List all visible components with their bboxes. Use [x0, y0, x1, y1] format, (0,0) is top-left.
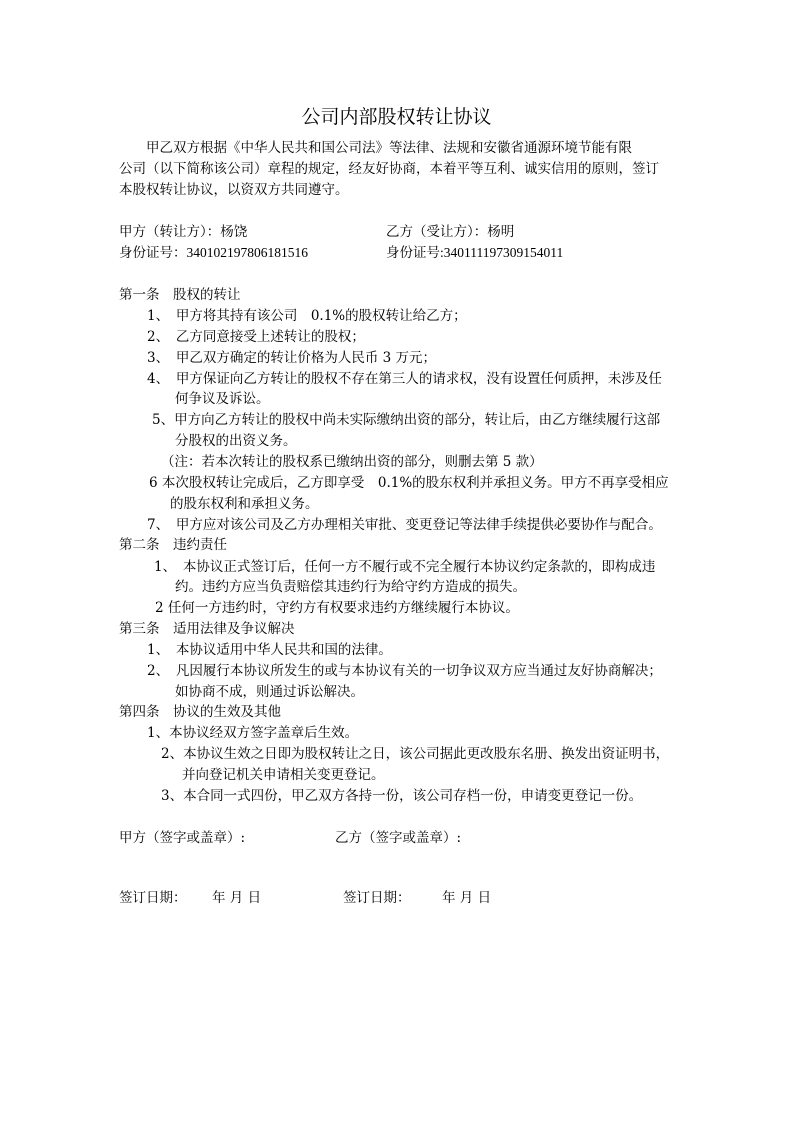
article-1-item: 3、 甲乙双方确定的转让价格为人民币 3 万元；: [147, 350, 437, 366]
article-1-item: 2、 乙方同意接受上述转让的股权；: [147, 329, 365, 345]
article-4-item: 1、本协议经双方签字盖章后生效。: [147, 725, 359, 741]
article-1-item: 1、 甲方将其持有该公司 0.1%的股权转让给乙方；: [147, 308, 467, 324]
party-a-id: 身份证号：340102197806181516: [119, 245, 308, 260]
article-4-heading: 第四条 协议的生效及其他: [119, 704, 281, 720]
article-1-item: 6 本次股权转让完成后，乙方即享受 0.1%的股东权利并承担义务。甲方不再享受相应: [149, 475, 669, 491]
document-title: 公司内部股权转让协议: [301, 106, 492, 128]
party-b-id: 身份证号:340111197309154011: [386, 245, 564, 260]
party-b-signature-label: 乙方（签字或盖章）:: [335, 830, 462, 846]
party-a-label: 甲方（转让方）：杨饶: [119, 224, 248, 240]
article-1-item: 4、 甲方保证向乙方转让的股权不存在第三人的请求权，没有设置任何质押，未涉及任: [147, 371, 662, 387]
article-2-heading: 第二条 违约责任: [119, 537, 227, 553]
article-1-item: 5、甲方向乙方转让的股权中尚未实际缴纳出资的部分，转让后，由乙方继续履行这部: [152, 412, 661, 428]
party-a-date-value: 年 月 日: [212, 890, 262, 906]
article-2-item: 1、 本协议正式签订后，任何一方不履行或不完全履行本协议约定条款的，即构成违: [154, 559, 656, 575]
article-1-heading: 第一条 股权的转让: [119, 287, 241, 303]
article-2-item-cont: 约。违约方应当负责赔偿其违约行为给守约方造成的损失。: [175, 579, 526, 595]
party-b-date-value: 年 月 日: [442, 890, 492, 906]
article-1-note: （注：若本次转让的股权系已缴纳出资的部分，则删去第 5 款）: [161, 454, 543, 470]
article-3-item: 2、 凡因履行本协议所发生的或与本协议有关的一切争议双方应当通过友好协商解决；: [147, 663, 662, 679]
party-a-date-label: 签订日期：: [119, 890, 187, 906]
article-3-heading: 第三条 适用法律及争议解决: [119, 621, 295, 637]
party-b-label: 乙方（受让方）：杨明: [386, 224, 515, 240]
article-1-item: 7、 甲方应对该公司及乙方办理相关审批、变更登记等法律手续提供必要协作与配合。: [147, 517, 662, 533]
article-1-item-cont: 的股东权利和承担义务。: [170, 496, 319, 512]
party-a-signature-label: 甲方（签字或盖章）:: [119, 830, 246, 846]
article-4-item: 2、本协议生效之日即为股权转让之日，该公司据此更改股东名册、换发出资证明书，: [161, 746, 670, 762]
intro-line-2: 公司（以下简称该公司）章程的规定，经友好协商，本着平等互利、诚实信用的原则，签订: [119, 161, 659, 177]
article-4-item: 3、本合同一式四份，甲乙双方各持一份，该公司存档一份，申请变更登记一份。: [161, 788, 643, 804]
party-b-date-label: 签订日期：: [343, 890, 411, 906]
article-4-item-cont: 并向登记机关申请相关变更登记。: [182, 767, 385, 783]
article-2-item: 2 任何一方违约时，守约方有权要求违约方继续履行本协议。: [155, 600, 519, 616]
article-1-item-cont: 何争议及诉讼。: [175, 391, 270, 407]
article-3-item-cont: 如协商不成，则通过诉讼解决。: [175, 684, 364, 700]
intro-line-1: 甲乙双方根据《中华人民共和国公司法》等法律、法规和安徽省通源环境节能有限: [146, 140, 632, 156]
intro-line-3: 本股权转让协议，以资双方共同遵守。: [119, 182, 349, 198]
article-1-item-cont: 分股权的出资义务。: [175, 433, 297, 449]
article-3-item: 1、 本协议适用中华人民共和国的法律。: [147, 642, 392, 658]
